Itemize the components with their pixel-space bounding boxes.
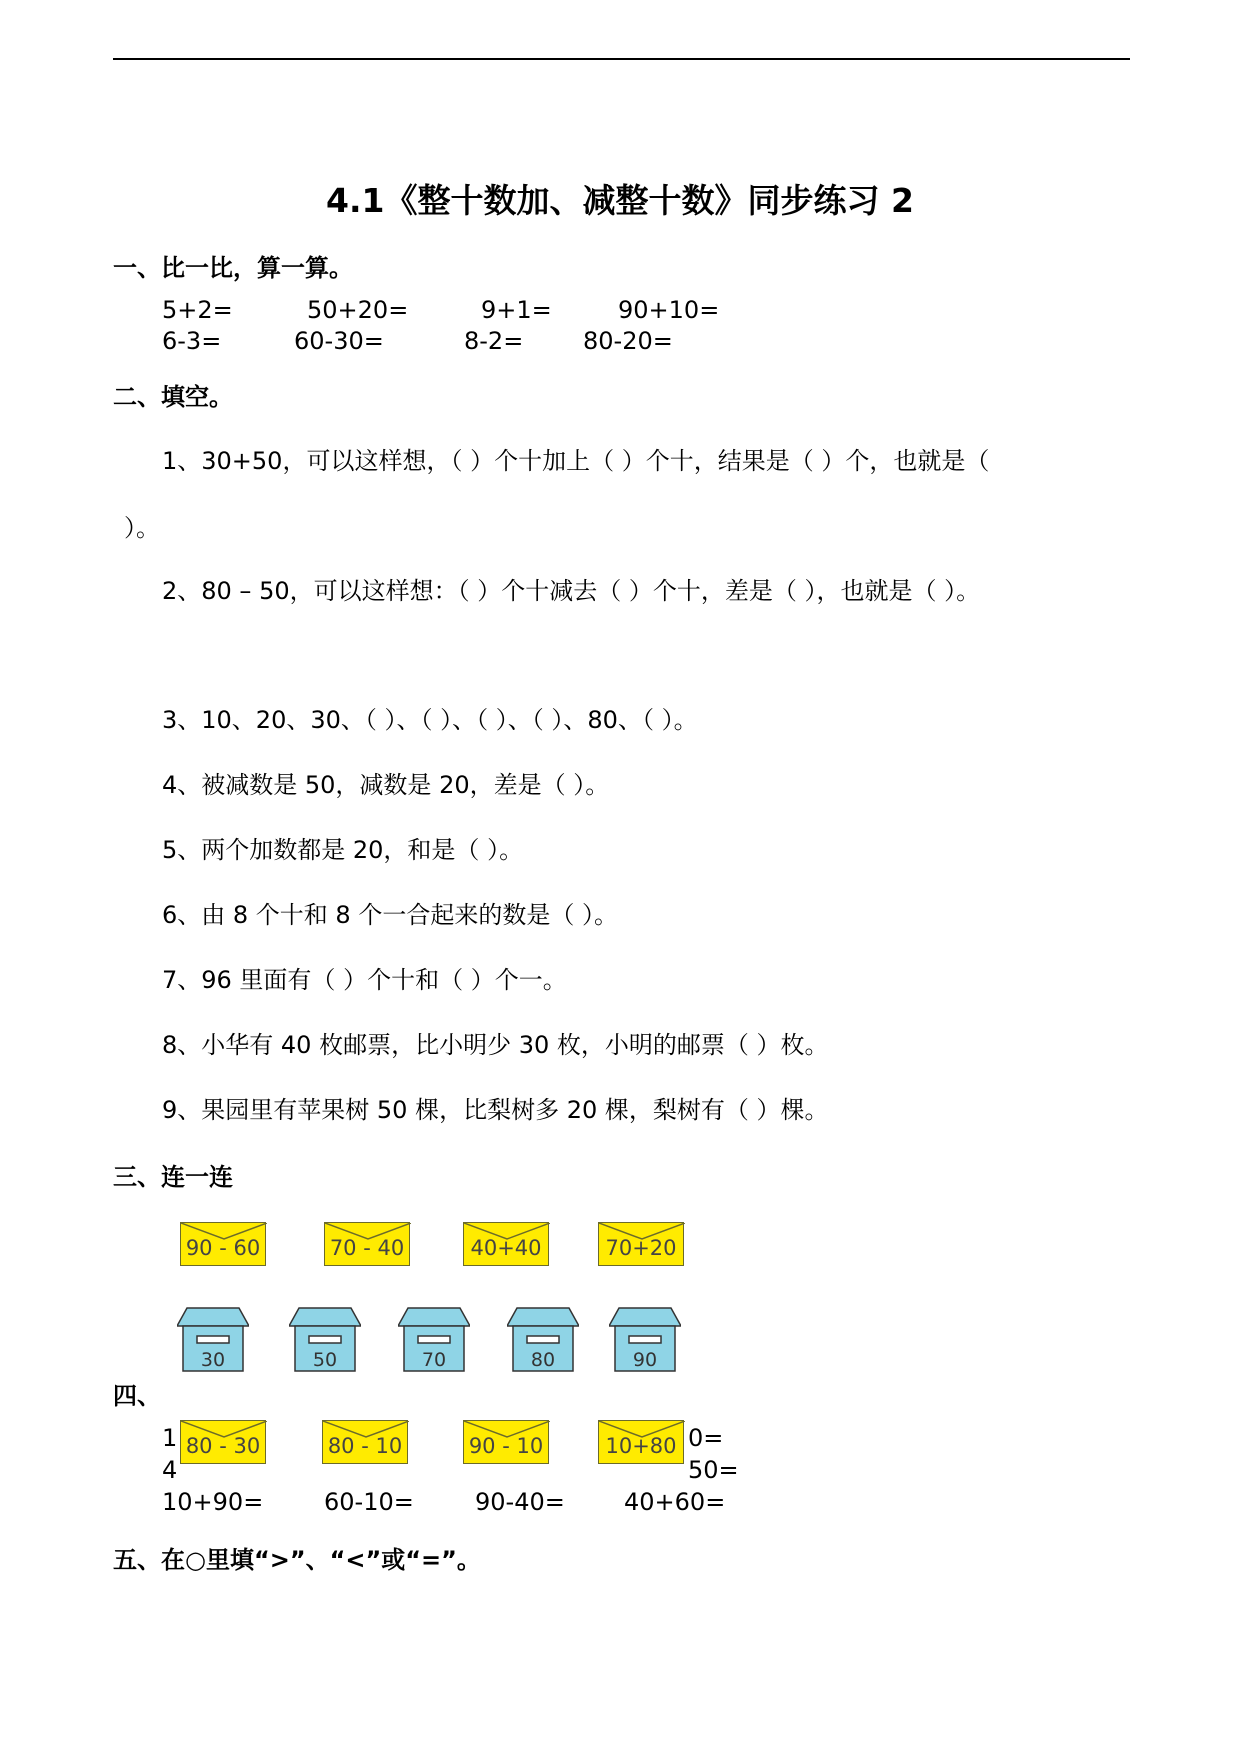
s4-r3-c4: 40+60= xyxy=(624,1488,726,1516)
section-1-heading: 一、比一比，算一算。 xyxy=(113,254,353,282)
section-5-heading: 五、在○里填“>”、“<”或“=”。 xyxy=(113,1546,481,1574)
s4-r2-left: 4 xyxy=(162,1456,178,1484)
mailbox-70[interactable] xyxy=(398,1306,470,1372)
fill-q3: 3、10、20、30、（ ）、（ ）、（ ）、（ ）、80、（ ）。 xyxy=(162,706,698,734)
fill-q1-line1: 1、30+50，可以这样想，（ ）个十加上（ ）个十，结果是（ ）个，也就是（ xyxy=(162,447,990,475)
section-4-heading: 四、 xyxy=(113,1382,161,1410)
envelope-label: 10+80 xyxy=(605,1434,677,1458)
s4-r3-c1: 10+90= xyxy=(162,1488,264,1516)
section-2-heading: 二、填空。 xyxy=(113,383,233,411)
s1-r1-c3: 9+1= xyxy=(481,296,552,324)
fill-q8: 8、小华有 40 枚邮票，比小明少 30 枚，小明的邮票（ ）枚。 xyxy=(162,1031,829,1059)
fill-q4: 4、被减数是 50，减数是 20，差是（ ）。 xyxy=(162,771,610,799)
envelope-bottom-2[interactable] xyxy=(322,1420,408,1464)
fill-q7: 7、96 里面有（ ）个十和（ ）个一。 xyxy=(162,966,567,994)
mailbox-number: 70 xyxy=(421,1349,447,1371)
mailbox-30[interactable] xyxy=(177,1306,249,1372)
fill-q9: 9、果园里有苹果树 50 棵，比梨树多 20 棵，梨树有（ ）棵。 xyxy=(162,1096,829,1124)
s1-r2-c2: 60-30= xyxy=(294,327,384,355)
envelope-label: 90 - 10 xyxy=(468,1434,544,1458)
envelope-label: 80 - 30 xyxy=(185,1434,261,1458)
envelope-top-1[interactable] xyxy=(180,1222,266,1266)
mailbox-90[interactable] xyxy=(609,1306,681,1372)
envelope-bottom-1[interactable] xyxy=(180,1420,266,1464)
s1-r1-c2: 50+20= xyxy=(307,296,409,324)
envelope-label: 90 - 60 xyxy=(185,1236,261,1260)
mailbox-number: 30 xyxy=(200,1349,226,1371)
envelope-top-4[interactable] xyxy=(598,1222,684,1266)
fill-q2: 2、80 – 50，可以这样想：（ ）个十减去（ ）个十，差是（ ），也就是（ ）。 xyxy=(162,577,981,605)
mailbox-number: 80 xyxy=(530,1349,556,1371)
header-rule xyxy=(113,58,1130,60)
s1-r2-c3: 8-2= xyxy=(464,327,524,355)
envelope-bottom-3[interactable] xyxy=(463,1420,549,1464)
envelope-label: 80 - 10 xyxy=(327,1434,403,1458)
page-title: 4.1《整十数加、减整十数》同步练习 2 xyxy=(326,181,914,220)
fill-q5: 5、两个加数都是 20，和是（ ）。 xyxy=(162,836,524,864)
fill-q6: 6、由 8 个十和 8 个一合起来的数是（ ）。 xyxy=(162,901,618,929)
section-3-heading: 三、连一连 xyxy=(113,1163,233,1191)
s1-r2-c1: 6-3= xyxy=(162,327,222,355)
s1-r1-c4: 90+10= xyxy=(618,296,720,324)
envelope-top-2[interactable] xyxy=(324,1222,410,1266)
envelope-bottom-4[interactable] xyxy=(598,1420,684,1464)
s1-r2-c4: 80-20= xyxy=(583,327,673,355)
s4-r3-c2: 60-10= xyxy=(324,1488,414,1516)
fill-q1-line2: ）。 xyxy=(124,514,160,542)
mailbox-80[interactable] xyxy=(507,1306,579,1372)
s1-r1-c1: 5+2= xyxy=(162,296,233,324)
s4-r3-c3: 90-40= xyxy=(475,1488,565,1516)
mailbox-number: 50 xyxy=(312,1349,338,1371)
s4-r1-right: 0= xyxy=(688,1424,724,1452)
envelope-top-3[interactable] xyxy=(463,1222,549,1266)
s4-r2-right: 50= xyxy=(688,1456,739,1484)
envelope-label: 40+40 xyxy=(470,1236,542,1260)
s4-r1-left: 1 xyxy=(162,1424,178,1452)
mailbox-number: 90 xyxy=(632,1349,658,1371)
envelope-label: 70 - 40 xyxy=(329,1236,405,1260)
envelope-label: 70+20 xyxy=(605,1236,677,1260)
mailbox-50[interactable] xyxy=(289,1306,361,1372)
